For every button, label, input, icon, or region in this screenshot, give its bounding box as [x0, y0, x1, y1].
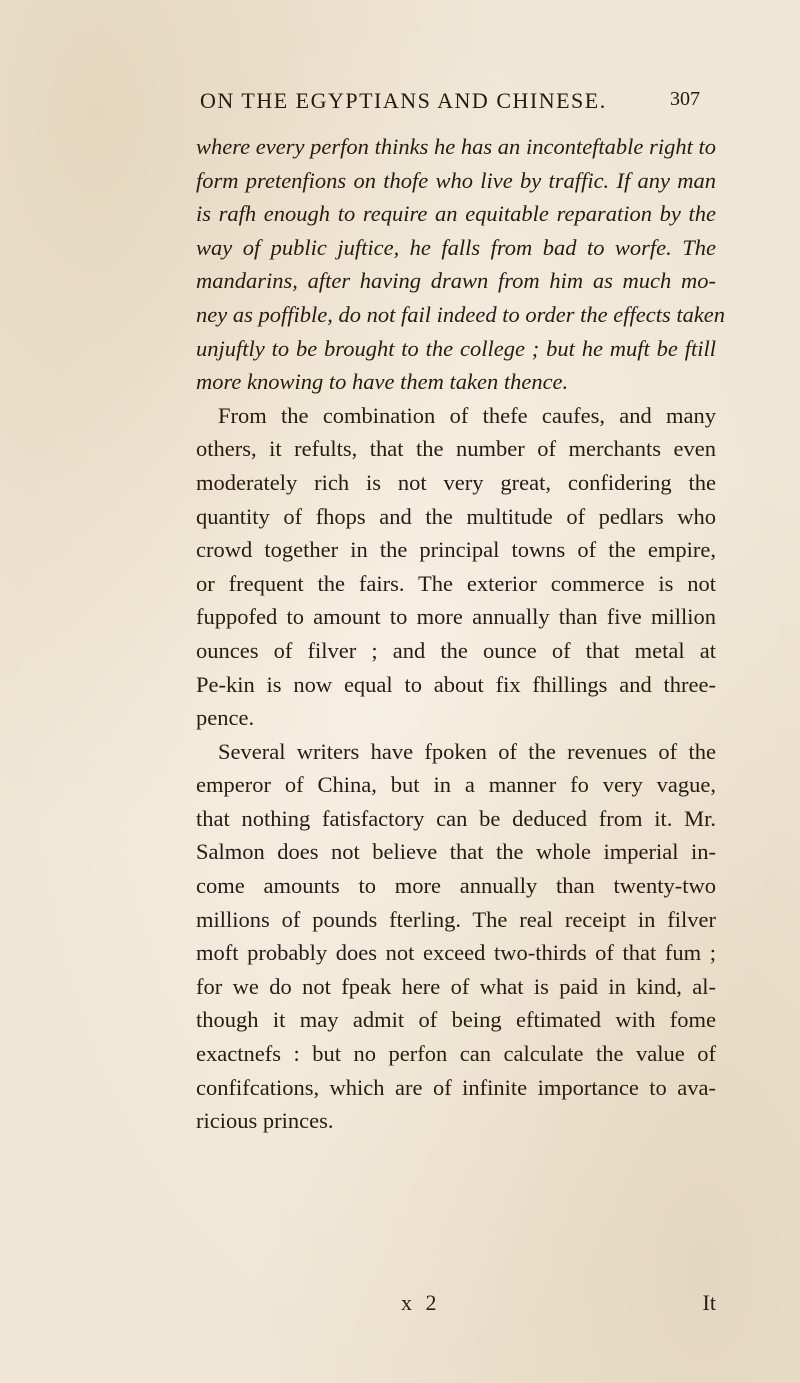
running-head — [200, 88, 700, 118]
text-line: where every perfon thinks he has an inconteftable right to — [196, 134, 716, 159]
text-line: ney as poffible, do not fail indeed to order the effects taken — [196, 301, 726, 327]
text-line: or frequent the fairs. The exterior commerce is not — [196, 570, 716, 596]
text-line: more knowing to have them taken thence. — [196, 369, 569, 395]
text-line: Several writers have fpoken of the revenues of the — [218, 738, 716, 764]
text-line: exactnefs : but no perfon can calculate the value of — [196, 1041, 716, 1067]
page-number: 307 — [670, 88, 700, 110]
text-line: crowd together in the principal towns of the empire, — [196, 537, 716, 563]
paragraph-3 — [196, 735, 716, 1138]
text-line: way of public juftice, he falls from bad to worfe. The — [196, 234, 716, 260]
text-line: others, it refults, that the number of merchants even — [196, 436, 716, 462]
paragraph-2 — [196, 399, 716, 735]
text-line: fuppofed to amount to more annually than five million — [196, 604, 716, 630]
text-line: Salmon does not believe that the whole imperial in- — [196, 839, 716, 865]
text-line: From the combination of thefe caufes, and many — [218, 402, 716, 428]
text-line: Pe-kin is now equal to about fix fhillings and three- — [196, 671, 716, 697]
body-text — [196, 130, 726, 1138]
text-line: pence. — [196, 705, 255, 731]
text-line: for we do not fpeak here of what is paid in kind, al- — [196, 973, 716, 999]
text-line: is rafh enough to require an equitable reparation by the — [196, 201, 716, 227]
text-line: moderately rich is not very great, confidering the — [196, 469, 716, 495]
text-line: ricious princes. — [196, 1108, 334, 1134]
text-line: unjuftly to be brought to the college ; but he muft be ftill — [196, 335, 716, 361]
text-line: form pretenfions on thofe who live by traffic. If any man — [196, 167, 716, 193]
page-footer — [196, 1290, 716, 1324]
paragraph-1 — [196, 130, 726, 399]
text-line: millions of pounds fterling. The real receipt in filver — [196, 906, 716, 932]
text-line: that nothing fatisfactory can be deduced from it. Mr. — [196, 805, 716, 831]
catchword: It — [702, 1290, 716, 1315]
signature-mark: x 2 — [401, 1290, 441, 1315]
text-line: mandarins, after having drawn from him as much mo- — [196, 268, 716, 294]
text-line: quantity of fhops and the multitude of pedlars who — [196, 503, 716, 529]
text-line: emperor of China, but in a manner fo very vague, — [196, 772, 716, 798]
text-line: come amounts to more annually than twenty-two — [196, 873, 716, 899]
text-line: moft probably does not exceed two-thirds of that fum ; — [196, 940, 716, 966]
running-title: ON THE EGYPTIANS AND CHINESE. — [200, 88, 607, 113]
text-line: ounces of filver ; and the ounce of that metal at — [196, 637, 716, 663]
text-line: confifcations, which are of infinite importance to ava- — [196, 1074, 716, 1100]
text-line: though it may admit of being eftimated with fome — [196, 1007, 716, 1033]
